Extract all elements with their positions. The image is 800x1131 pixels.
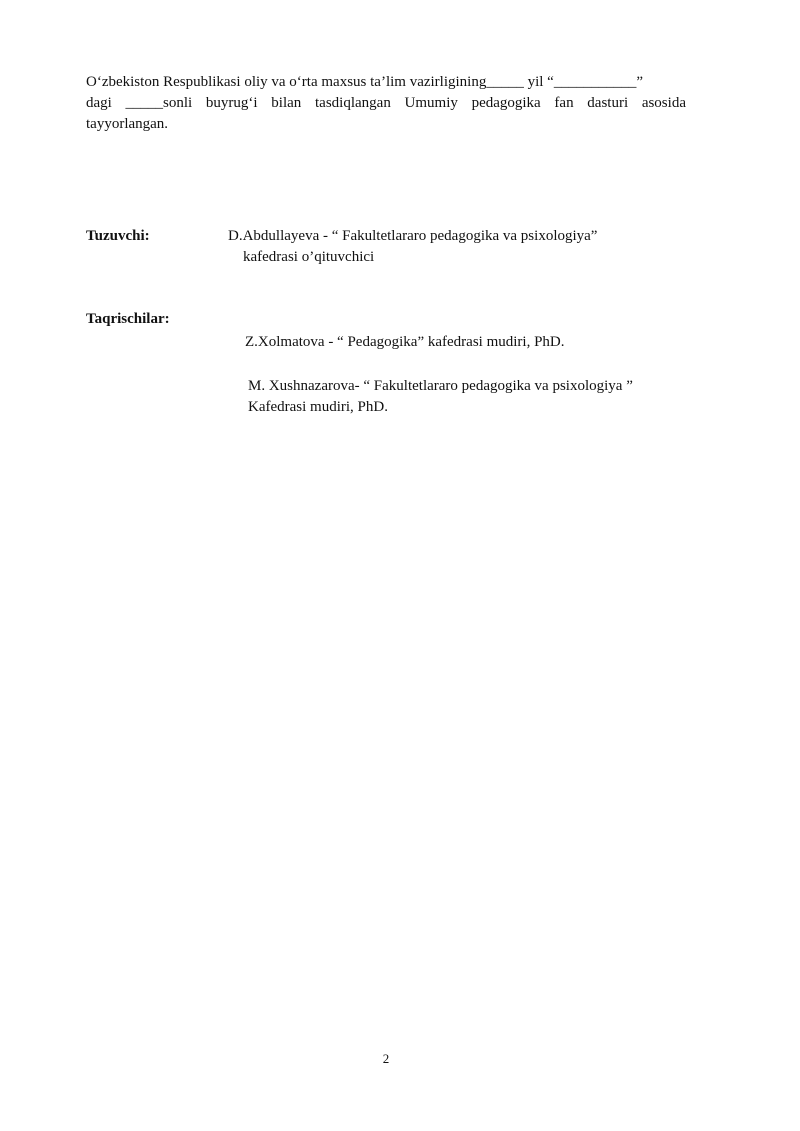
intro-word: fan (554, 95, 574, 111)
reviewer-1-line: Z.Xolmatova - “ Pedagogika” kafedrasi mudiri, PhD. (245, 334, 565, 350)
intro-word: tasdiqlangan (315, 95, 391, 111)
intro-line-2 (86, 93, 686, 114)
compiler-name-line: D.Abdullayeva - “ Fakultetlararo pedagogika va psixologiya” (228, 228, 598, 244)
intro-word: buyrug‘i (205, 95, 258, 111)
reviewers-label: Taqrischilar: (86, 311, 170, 327)
compiler-position-line: kafedrasi o’qituvchici (243, 249, 375, 265)
page-number: 2 (382, 1051, 390, 1066)
intro-word: dasturi (587, 95, 629, 111)
reviewer-2-position-line: Kafedrasi mudiri, PhD. (248, 399, 388, 415)
reviewer-2-name-line: M. Xushnazarova- “ Fakultetlararo pedagogika va psixologiya ” (248, 378, 633, 394)
intro-word: pedagogika (471, 95, 541, 111)
intro-word: asosida (641, 95, 686, 111)
intro-line-3: tayyorlangan. (86, 116, 169, 132)
intro-word: _____sonli (125, 95, 193, 111)
compiler-label: Tuzuvchi: (86, 228, 150, 244)
intro-paragraph (86, 72, 686, 135)
intro-word: dagi (86, 95, 112, 111)
intro-line-1: O‘zbekiston Respublikasi oliy va o‘rta maxsus ta’lim vazirligining_____ yil “___________” (86, 74, 643, 90)
intro-word: bilan (271, 95, 302, 111)
intro-word: Umumiy (404, 95, 458, 111)
